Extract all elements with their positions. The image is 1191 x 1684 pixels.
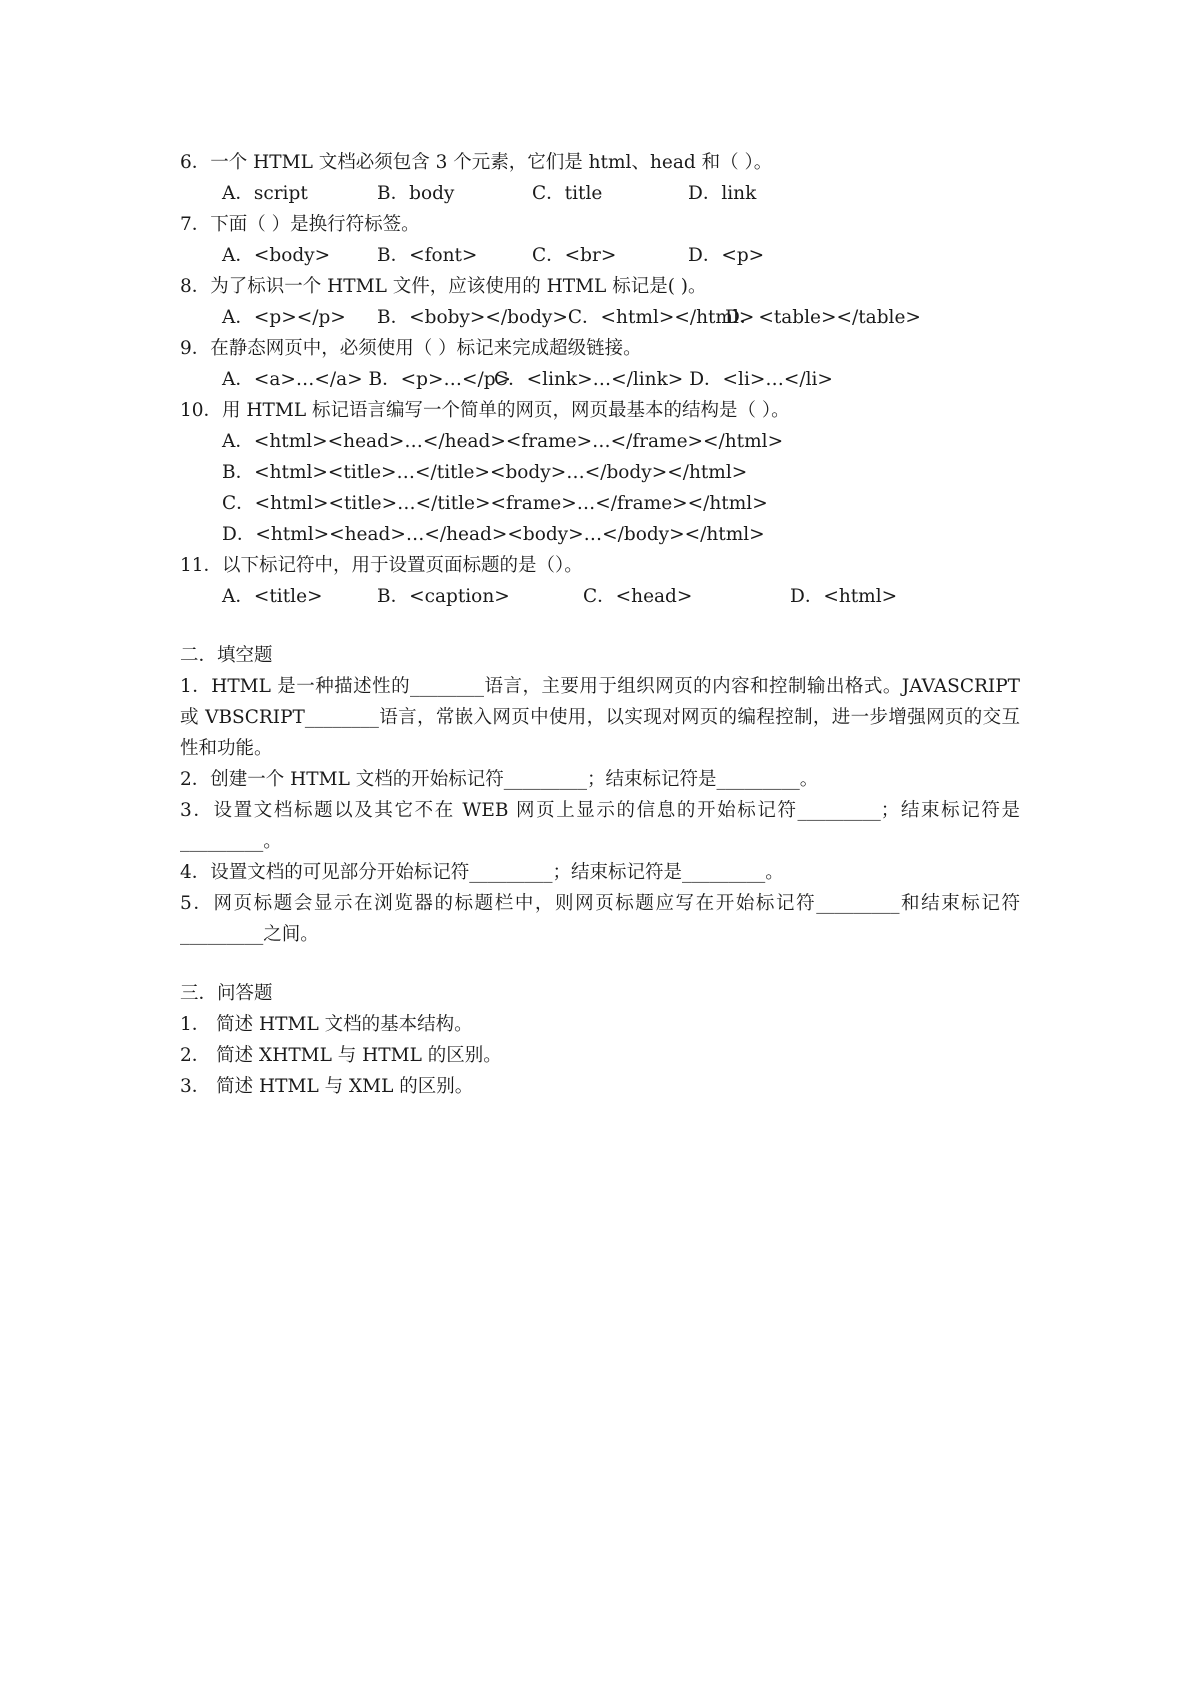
option-b: B．body [377,183,455,204]
option-c: C．<br> [532,245,617,266]
question-7-options [180,240,1020,271]
option-a: A．<body> [222,245,331,266]
question-11-options [180,581,1020,612]
option-a: A．<p></p> [222,307,346,328]
question-11-stem: 11．以下标记符中，用于设置页面标题的是（）。 [180,555,583,576]
option-b: B．<html><title>…</title><body>…</body></html> [222,462,748,483]
question-8-options [180,302,1020,333]
qa-question-2: 2． 简述 XHTML 与 HTML 的区别。 [180,1045,502,1066]
option-d: D．link [688,183,757,204]
option-a: A．script [222,183,308,204]
exam-content [180,147,1020,1102]
section-spacer [180,950,1020,978]
option-c-d: C．<link>…</link> D．<li>…</li> [494,369,833,390]
question-7-stem: 7．下面（ ）是换行符标签。 [180,214,420,235]
option-d: D．<p> [688,245,765,266]
qa-question-3: 3． 简述 HTML 与 XML 的区别。 [180,1076,474,1097]
option-d: D．<table></table> [725,307,921,328]
question-6-options [180,178,1020,209]
fill-question-1: 1．HTML 是一种描述性的________语言，主要用于组织网页的内容和控制输出格式。JAVASCRIPT 或 VBSCRIPT________语言，常嵌入网页中使用，以实现对网页的编程控制，进一步增强网页的交互性和功能。 [180,676,1020,759]
option-c: C．<head> [583,586,693,607]
option-d: D．<html> [790,586,898,607]
question-8-stem: 8．为了标识一个 HTML 文件，应该使用的 HTML 标记是( )。 [180,276,707,297]
option-c: C．<html><title>…</title><frame>…</frame></html> [222,493,768,514]
question-9-stem: 9．在静态网页中，必须使用（ ）标记来完成超级链接。 [180,338,642,359]
qa-question-1: 1． 简述 HTML 文档的基本结构。 [180,1014,473,1035]
option-b-c: B．<boby></body>C．<html></html> [377,307,755,328]
fill-question-4: 4．设置文档的可见部分开始标记符_________；结束标记符是_________。 [180,862,784,883]
question-6-stem: 6．一个 HTML 文档必须包含 3 个元素，它们是 html、head 和（ ）。 [180,152,773,173]
option-d: D．<html><head>…</head><body>…</body></html> [222,524,765,545]
section-spacer [180,612,1020,640]
question-9-options [180,364,1020,395]
question-10-stem: 10．用 HTML 标记语言编写一个简单的网页，网页最基本的结构是（ ）。 [180,400,790,421]
option-b: B．<font> [377,245,478,266]
option-a-b: A．<a>…</a> B．<p>…</p> [222,369,512,390]
option-a: A．<html><head>…</head><frame>…</frame></html> [222,431,784,452]
fill-question-3: 3．设置文档标题以及其它不在 WEB 网页上显示的信息的开始标记符_________；结束标记符是_________。 [180,800,1020,852]
fill-section-heading: 二．填空题 [180,645,273,666]
option-b: B．<caption> [377,586,510,607]
option-c: C．title [532,183,603,204]
fill-question-2: 2．创建一个 HTML 文档的开始标记符_________；结束标记符是_________。 [180,769,819,790]
qa-section-heading: 三．问答题 [180,983,273,1004]
fill-question-5: 5．网页标题会显示在浏览器的标题栏中，则网页标题应写在开始标记符_________和结束标记符_________之间。 [180,893,1020,945]
option-a: A．<title> [222,586,323,607]
